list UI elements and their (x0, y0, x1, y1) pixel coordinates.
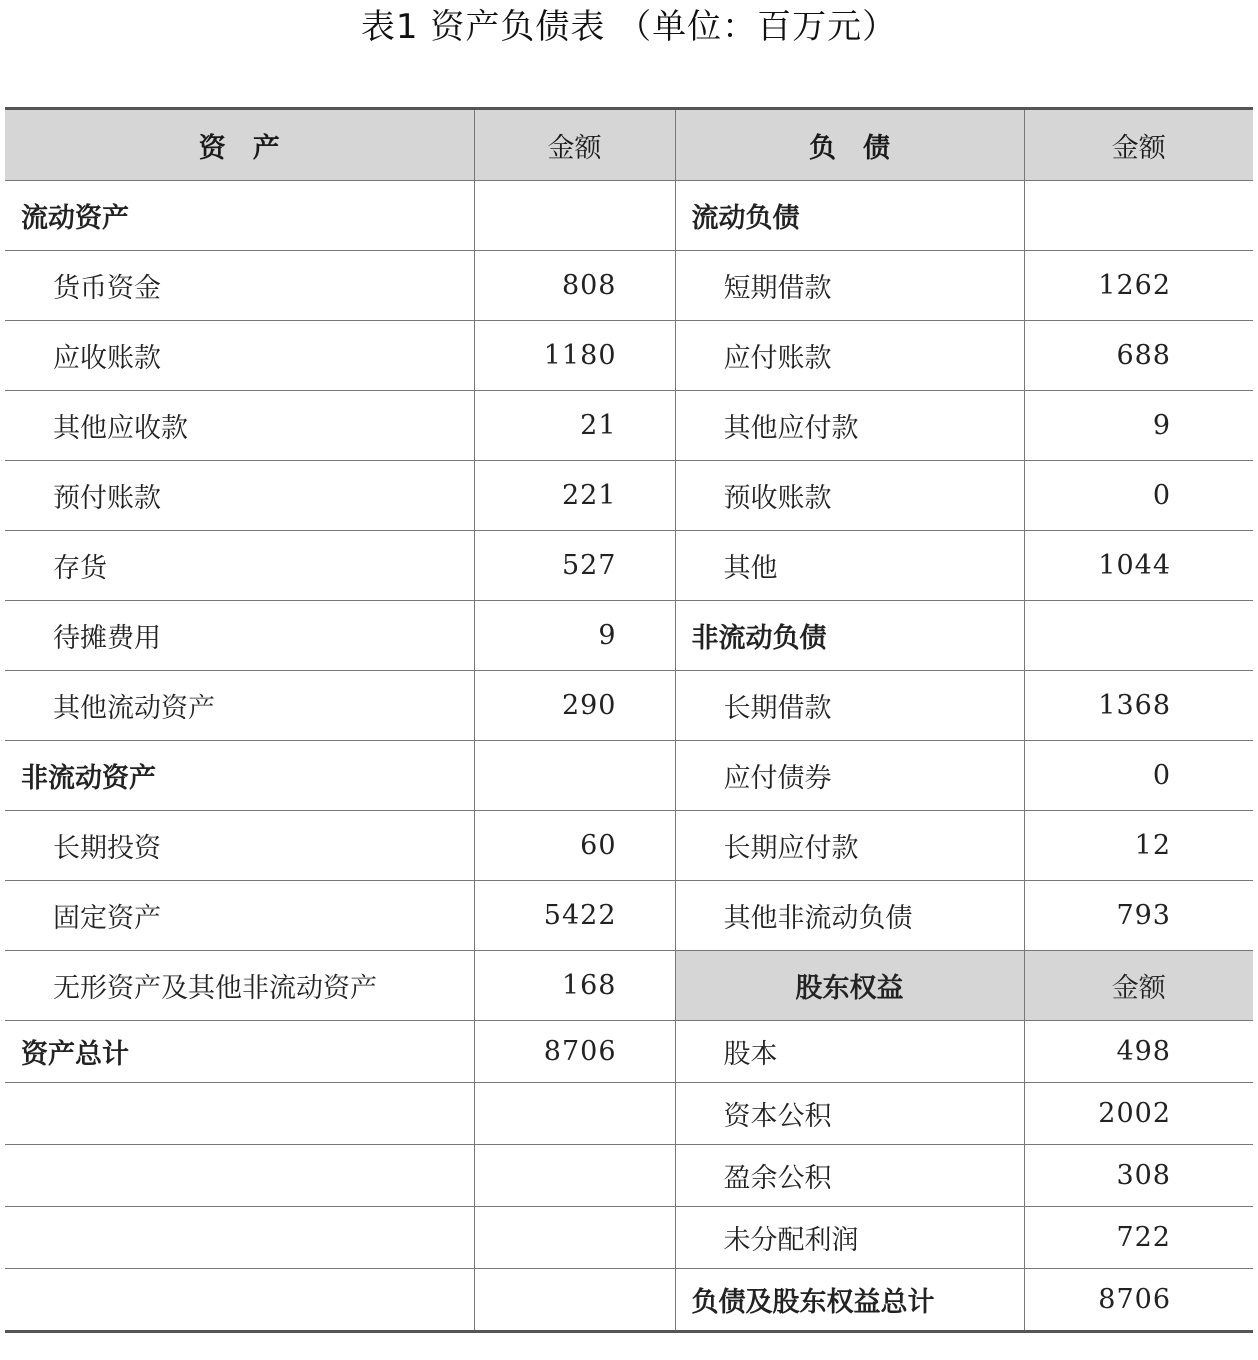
liability-amount: 9 (1024, 391, 1253, 461)
asset-amount: 5422 (474, 881, 675, 951)
asset-total-label: 资产总计 (5, 1021, 474, 1083)
table-row (5, 1021, 1253, 1083)
liability-item-label: 短期借款 (675, 251, 1024, 321)
liability-amount: 0 (1024, 461, 1253, 531)
liability-item-label: 应付债券 (675, 741, 1024, 811)
equity-item-label: 未分配利润 (675, 1207, 1024, 1269)
header-asset-amount: 金额 (474, 109, 675, 181)
asset-amount: 290 (474, 671, 675, 741)
liability-amount: 793 (1024, 881, 1253, 951)
liability-item-label: 预收账款 (675, 461, 1024, 531)
table-row (5, 881, 1253, 951)
equity-header-amount: 金额 (1024, 951, 1253, 1021)
asset-empty-cell (5, 1145, 474, 1207)
table-row (5, 1145, 1253, 1207)
asset-empty-amount (474, 1083, 675, 1145)
asset-item-label: 其他流动资产 (5, 671, 474, 741)
asset-empty-amount (474, 1207, 675, 1269)
equity-amount: 308 (1024, 1145, 1253, 1207)
table-row (5, 531, 1253, 601)
asset-item-label: 固定资产 (5, 881, 474, 951)
table-row (5, 461, 1253, 531)
equity-item-label: 股本 (675, 1021, 1024, 1083)
asset-section-label: 非流动资产 (5, 741, 474, 811)
balance-sheet-table (5, 107, 1253, 1333)
table-row (5, 321, 1253, 391)
liability-amount: 12 (1024, 811, 1253, 881)
table-row (5, 1083, 1253, 1145)
asset-item-label: 长期投资 (5, 811, 474, 881)
liability-item-label: 长期应付款 (675, 811, 1024, 881)
asset-amount: 168 (474, 951, 675, 1021)
asset-item-label: 预付账款 (5, 461, 474, 531)
asset-item-label: 存货 (5, 531, 474, 601)
grand-total-label: 负债及股东权益总计 (675, 1269, 1024, 1332)
table-row (5, 1207, 1253, 1269)
liability-amount: 1044 (1024, 531, 1253, 601)
asset-amount: 221 (474, 461, 675, 531)
asset-amount: 1180 (474, 321, 675, 391)
asset-amount: 527 (474, 531, 675, 601)
liability-amount: 1262 (1024, 251, 1253, 321)
asset-empty-amount (474, 1145, 675, 1207)
liability-amount: 0 (1024, 741, 1253, 811)
header-assets: 资 产 (5, 109, 474, 181)
table-row (5, 671, 1253, 741)
asset-empty-cell (5, 1269, 474, 1332)
asset-amount: 60 (474, 811, 675, 881)
table-row (5, 811, 1253, 881)
equity-amount: 722 (1024, 1207, 1253, 1269)
asset-empty-cell (5, 1083, 474, 1145)
asset-amount: 9 (474, 601, 675, 671)
table-row (5, 1269, 1253, 1332)
equity-amount: 498 (1024, 1021, 1253, 1083)
liability-item-label: 其他应付款 (675, 391, 1024, 461)
table-title: 表1 资产负债表 （单位：百万元） (360, 7, 898, 47)
table-row (5, 951, 1253, 1021)
table-row (5, 251, 1253, 321)
asset-section-label: 流动资产 (5, 181, 474, 251)
asset-item-label: 其他应收款 (5, 391, 474, 461)
liability-amount (1024, 181, 1253, 251)
liability-amount (1024, 601, 1253, 671)
equity-amount: 2002 (1024, 1083, 1253, 1145)
header-liability-amount: 金额 (1024, 109, 1253, 181)
liability-section-label: 非流动负债 (675, 601, 1024, 671)
liability-item-label: 其他 (675, 531, 1024, 601)
table-row (5, 601, 1253, 671)
asset-empty-cell (5, 1207, 474, 1269)
grand-total-amount: 8706 (1024, 1269, 1253, 1332)
equity-header-label: 股东权益 (675, 951, 1024, 1021)
asset-item-label: 无形资产及其他非流动资产 (5, 951, 474, 1021)
liability-section-label: 流动负债 (675, 181, 1024, 251)
asset-item-label: 应收账款 (5, 321, 474, 391)
asset-amount: 21 (474, 391, 675, 461)
asset-item-label: 货币资金 (5, 251, 474, 321)
equity-item-label: 资本公积 (675, 1083, 1024, 1145)
asset-total-amount: 8706 (474, 1021, 675, 1083)
table-row (5, 391, 1253, 461)
liability-item-label: 长期借款 (675, 671, 1024, 741)
asset-amount (474, 741, 675, 811)
liability-item-label: 其他非流动负债 (675, 881, 1024, 951)
asset-item-label: 待摊费用 (5, 601, 474, 671)
asset-empty-amount (474, 1269, 675, 1332)
asset-amount (474, 181, 675, 251)
table-row (5, 741, 1253, 811)
liability-item-label: 应付账款 (675, 321, 1024, 391)
liability-amount: 688 (1024, 321, 1253, 391)
liability-amount: 1368 (1024, 671, 1253, 741)
header-liabilities: 负 债 (675, 109, 1024, 181)
asset-amount: 808 (474, 251, 675, 321)
table-row (5, 181, 1253, 251)
table-header-row (5, 109, 1253, 181)
equity-item-label: 盈余公积 (675, 1145, 1024, 1207)
